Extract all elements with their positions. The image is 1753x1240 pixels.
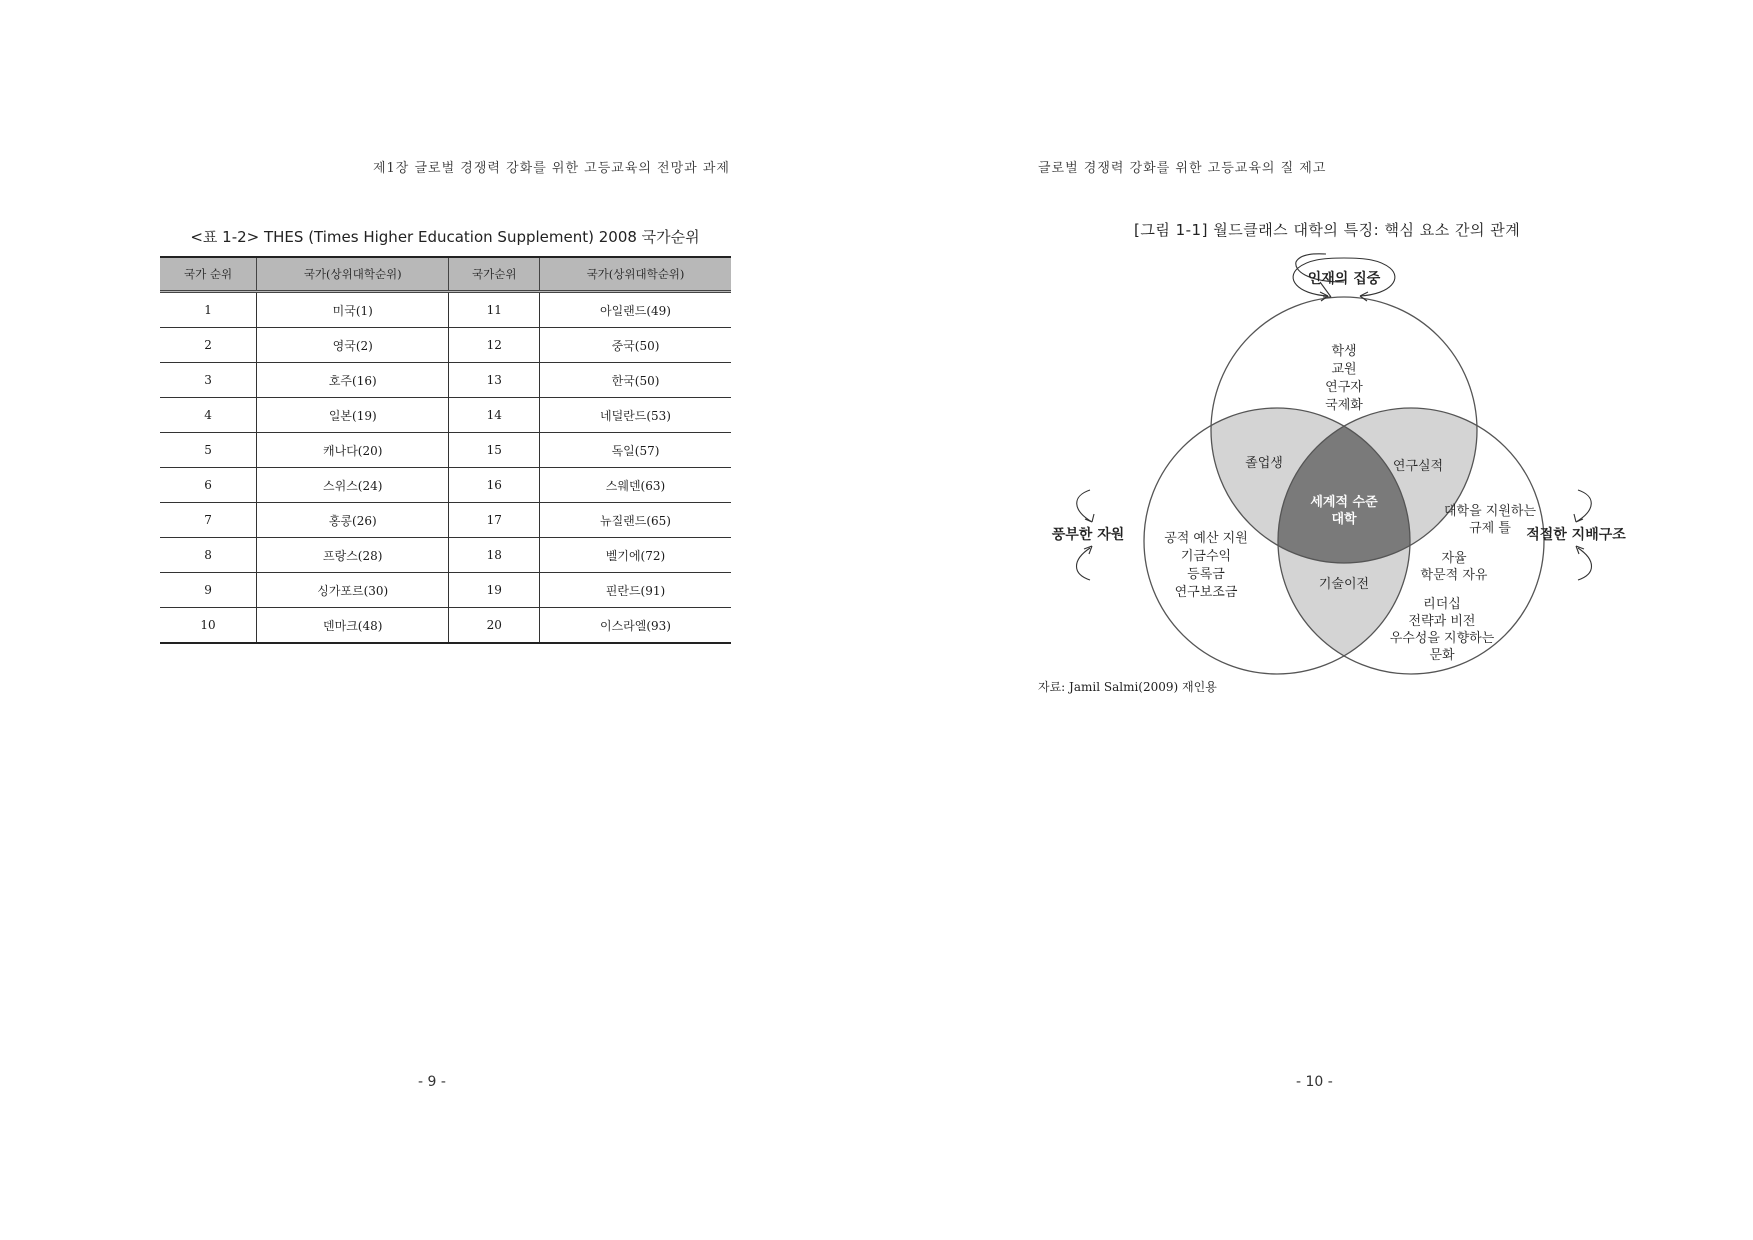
table-row [160,468,731,503]
figure-caption: [그림 1-1] 월드클래스 대학의 특징: 핵심 요소 간의 관계 [1134,221,1521,239]
right-curve-arrow-icon-2 [1576,546,1592,580]
table-cell: 덴마크(48) [257,608,449,644]
right-curve-arrow-icon [1574,490,1591,522]
table-cell: 15 [449,433,540,468]
table-cell: 홍콩(26) [257,503,449,538]
table-row [160,292,731,328]
right-item: 대학을 지원하는 [1443,504,1537,519]
table-cell: 13 [449,363,540,398]
table-cell: 1 [160,292,257,328]
overlap-bottom-label: 기술이전 [1318,577,1370,592]
overlap-top-right-label: 연구실적 [1392,459,1444,474]
table-cell: 뉴질랜드(65) [539,503,731,538]
venn-diagram [876,0,1753,700]
left-item: 기금수익 [1180,549,1232,564]
table-cell: 스웨덴(63) [539,468,731,503]
table-cell: 18 [449,538,540,573]
top-item: 학생 [1331,344,1357,359]
left-curve-arrow-icon-2 [1077,546,1093,580]
table-cell: 7 [160,503,257,538]
right-label: 적절한 지배구조 [1526,527,1626,543]
table-cell: 프랑스(28) [257,538,449,573]
table-cell: 벨기에(72) [539,538,731,573]
table-cell: 12 [449,328,540,363]
left-curve-arrow-icon [1077,490,1094,522]
running-header-right: 글로벌 경쟁력 강화를 위한 고등교육의 질 제고 [1038,161,1327,176]
ranking-table [160,256,731,644]
right-item: 문화 [1429,648,1455,663]
center-label-line-1: 세계적 수준 [1310,495,1378,510]
table-cell: 5 [160,433,257,468]
table-caption: <표 1-2> THES (Times Higher Education Supplement) 2008 국가순위 [190,228,700,246]
table-cell: 17 [449,503,540,538]
table-cell: 10 [160,608,257,644]
table-cell: 3 [160,363,257,398]
table-cell: 독일(57) [539,433,731,468]
table-cell: 스위스(24) [257,468,449,503]
table-cell: 2 [160,328,257,363]
source-note: 자료: Jamil Salmi(2009) 재인용 [1038,680,1217,694]
right-item: 규제 틀 [1469,521,1511,536]
table-cell: 19 [449,573,540,608]
table-cell: 16 [449,468,540,503]
table-row [160,608,731,644]
table-cell: 4 [160,398,257,433]
table-cell: 8 [160,538,257,573]
table-cell: 싱가포르(30) [257,573,449,608]
left-item: 공적 예산 지원 [1164,531,1248,546]
right-item: 우수성을 지향하는 [1389,631,1495,646]
right-item: 학문적 자유 [1420,568,1488,583]
table-cell: 11 [449,292,540,328]
table-row [160,398,731,433]
table-cell: 미국(1) [257,292,449,328]
top-item: 국제화 [1325,398,1363,413]
table-cell: 중국(50) [539,328,731,363]
right-page [876,0,1753,1240]
table-cell: 한국(50) [539,363,731,398]
table-cell: 일본(19) [257,398,449,433]
table-row [160,433,731,468]
top-label: 인재의 집중 [1307,271,1381,287]
table-header-row [160,257,731,292]
left-item: 등록금 [1187,567,1225,582]
page-number-right: - 10 - [1296,1074,1333,1090]
left-page [0,0,876,1240]
table-cell: 영국(2) [257,328,449,363]
table-cell: 14 [449,398,540,433]
table-cell: 아일랜드(49) [539,292,731,328]
right-item: 전략과 비전 [1408,614,1476,629]
table-cell: 네덜란드(53) [539,398,731,433]
right-item: 리더십 [1423,597,1461,612]
page-number-left: - 9 - [418,1074,446,1090]
right-item: 자율 [1441,551,1467,566]
table-cell: 호주(16) [257,363,449,398]
center-label-line-2: 대학 [1331,512,1357,527]
table-cell: 이스라엘(93) [539,608,731,644]
header-country-2: 국가(상위대학순위) [539,257,731,292]
table-cell: 핀란드(91) [539,573,731,608]
header-rank-1: 국가 순위 [160,257,257,292]
top-item: 연구자 [1325,380,1363,395]
table-row [160,328,731,363]
left-item: 연구보조금 [1174,585,1238,600]
table-row [160,573,731,608]
table-row [160,503,731,538]
table-row [160,538,731,573]
header-rank-2: 국가순위 [449,257,540,292]
overlap-top-left-label: 졸업생 [1245,456,1283,471]
table-row [160,363,731,398]
top-item: 교원 [1331,362,1357,377]
table-cell: 20 [449,608,540,644]
left-label: 풍부한 자원 [1051,527,1125,543]
table-cell: 6 [160,468,257,503]
table-cell: 캐나다(20) [257,433,449,468]
running-header-left: 제1장 글로벌 경쟁력 강화를 위한 고등교육의 전망과 과제 [372,161,730,176]
top-arrow-right-head-icon [1360,292,1368,301]
header-country-1: 국가(상위대학순위) [257,257,449,292]
table-cell: 9 [160,573,257,608]
